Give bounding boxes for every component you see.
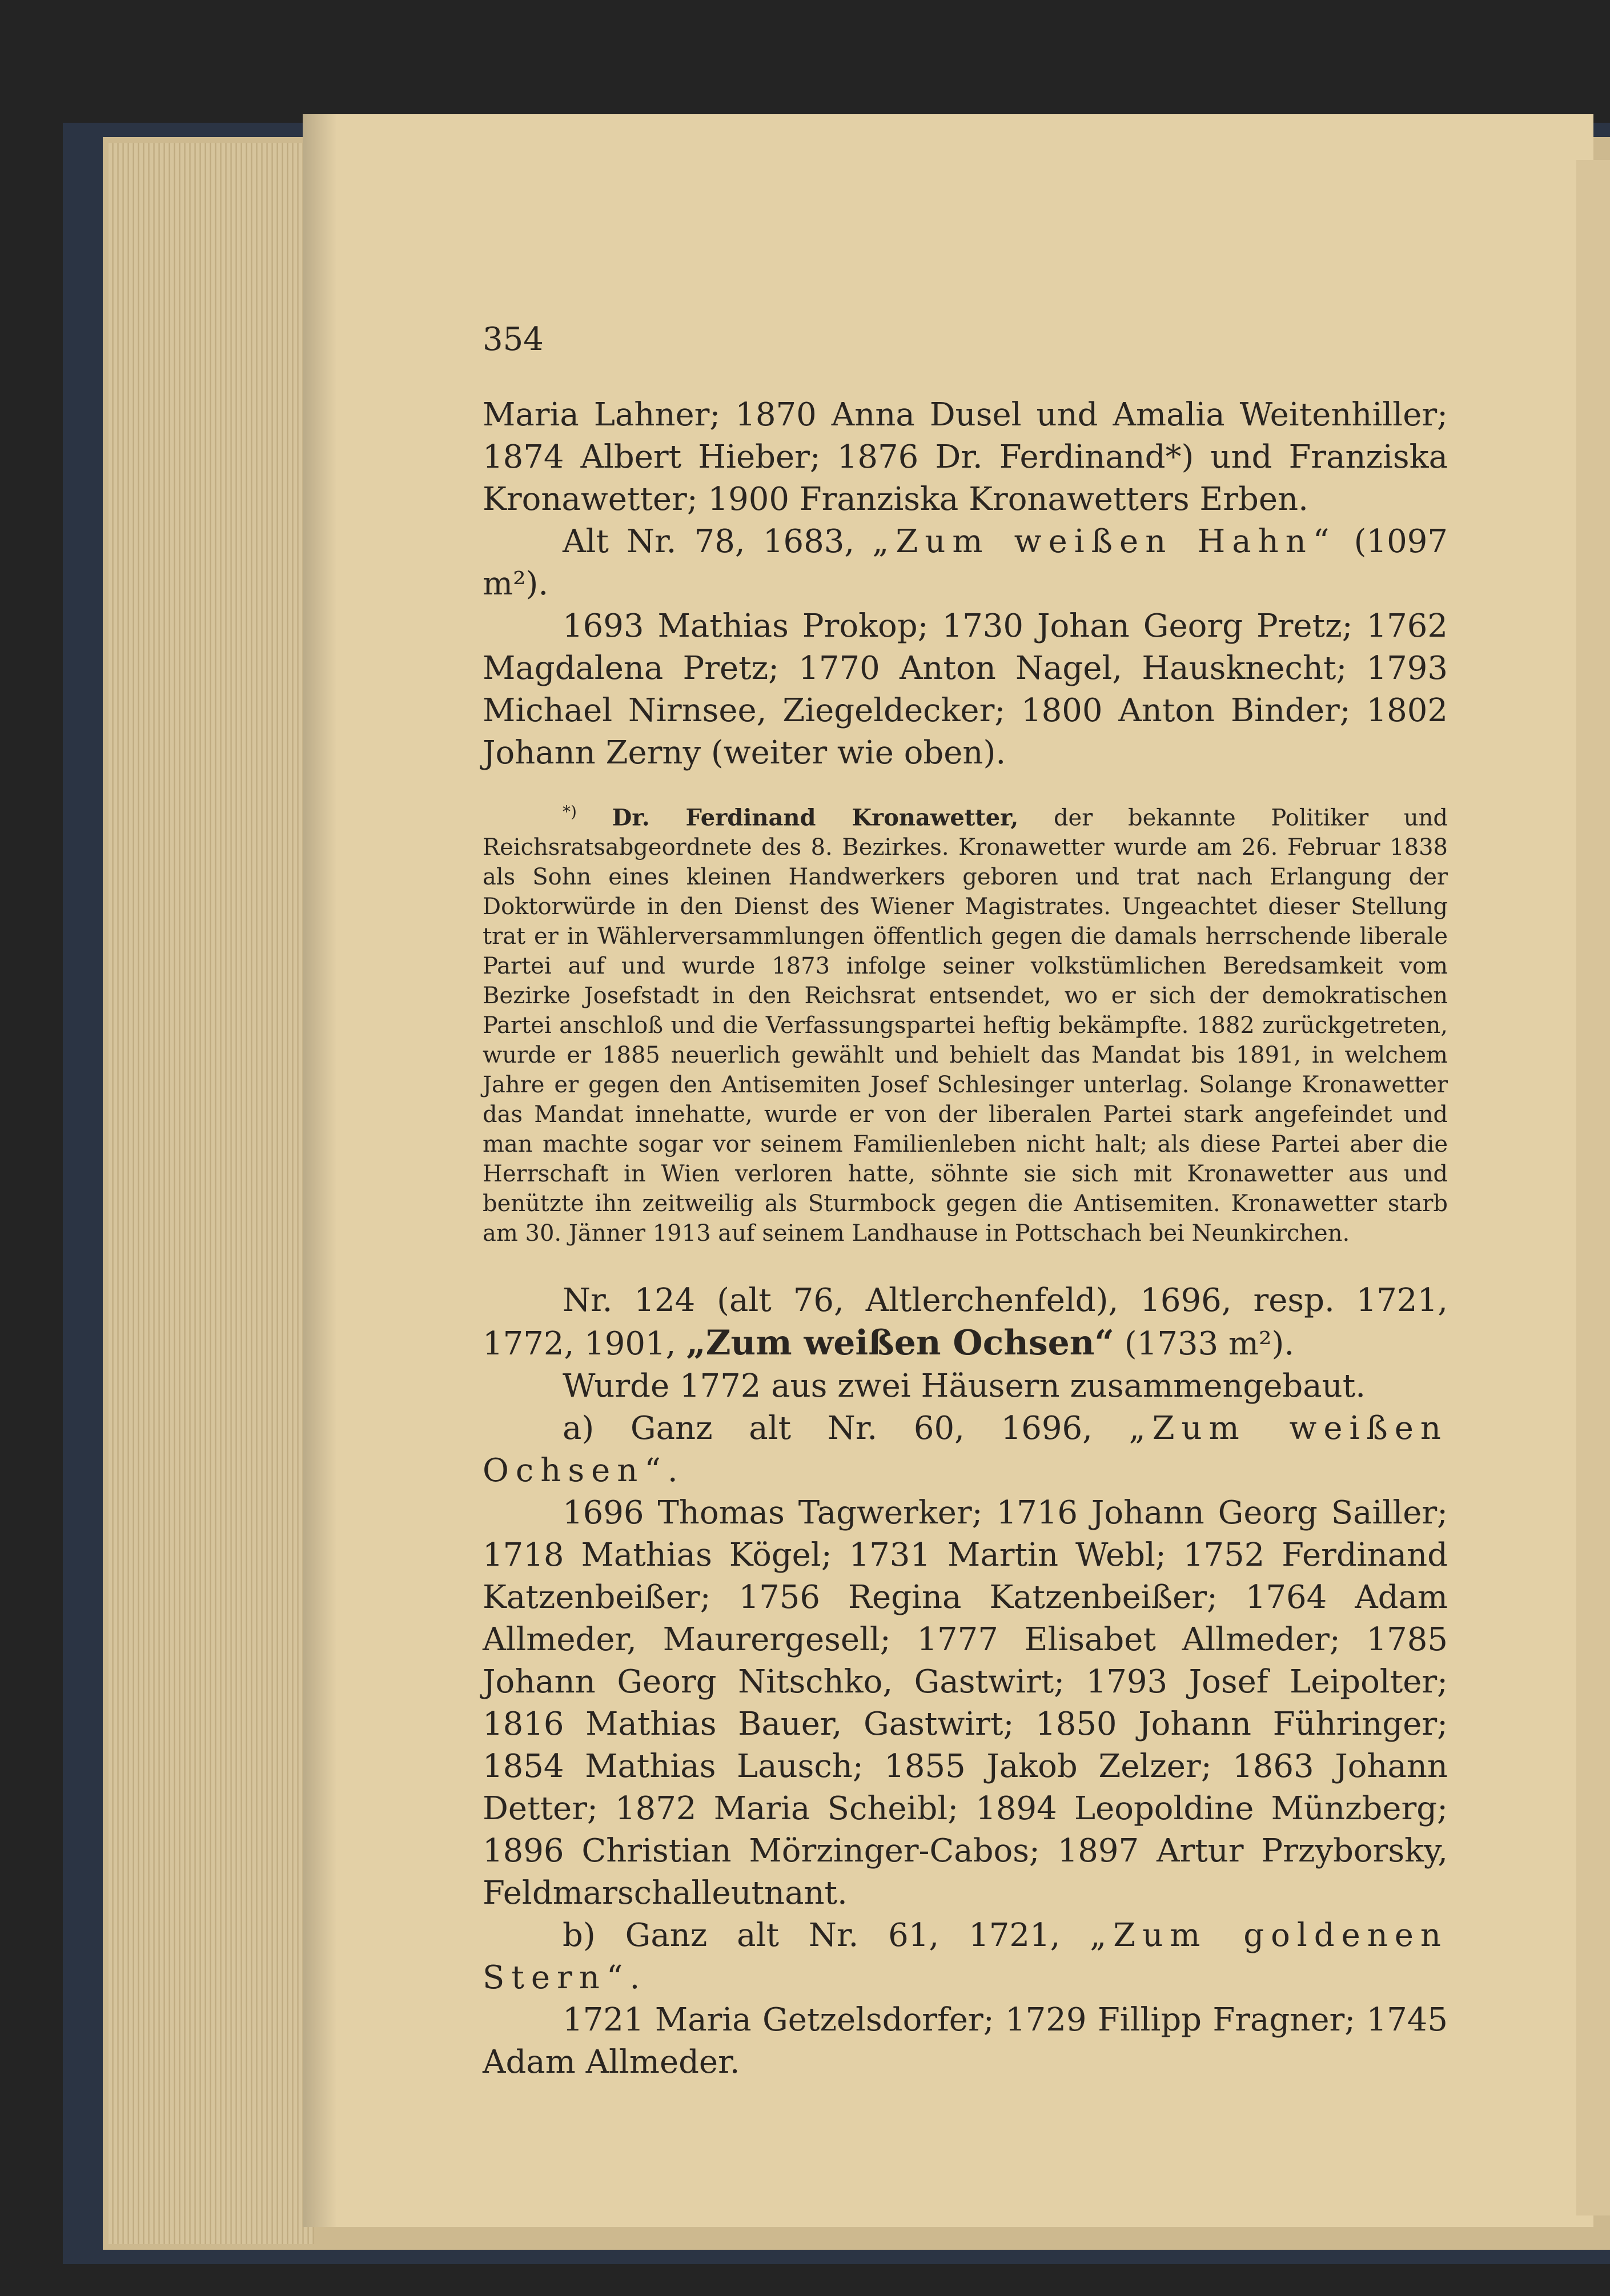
subsection-b-name: „Zum goldenen Stern“. [483, 1917, 1448, 1997]
paragraph-subsection-a [483, 1408, 1448, 1492]
footnote-mark: *) [563, 802, 577, 821]
page-number: 354 [483, 321, 544, 358]
footnote-text: der bekannte Politiker und Reichsratsabgeordnete des 8. Bezirkes. Kronawetter wurde am 26. Februar 1838 als Sohn eines kleinen Handwerkers geboren und trat nach Erlangung der Doktorwürde in den Dienst des Wiener Magistrates. Ungeachtet dieser Stellung trat er in Wählerversammlungen öffentlich gegen die damals herrschende liberale Partei auf und wurde 1873 infolge seiner volkstümlichen Beredsamkeit vom Bezirke Josefstadt in den Reichsrat entsendet, wo er sich der demokratischen Partei anschloß und die Verfassungspartei heftig bekämpfte. 1882 zurückgetreten, wurde er 1885 neuerlich gewählt und behielt das Mandat bis 1891, in welchem Jahre er gegen den Antisemiten Josef Schlesinger unterlag. Solange Kronawetter das Mandat innehatte, wurde er von der liberalen Partei stark angefeindet und man machte sogar vor seinem Familienleben nicht halt; als diese Partei aber die Herrschaft in Wien verloren hatte, söhnte sie sich mit Kronawetter aus und benützte ihn zeitweilig als Sturmbock gegen die Antisemiten. Kronawetter starb am 30. Jänner 1913 auf seinem Landhause in Pottschach bei Neunkirchen. [483, 805, 1448, 1247]
subsection-b-number: b) Ganz alt Nr. 61, 1721, [563, 1917, 1090, 1955]
house-name-ochsen: „Zum weißen Ochsen“ [686, 1323, 1114, 1364]
house-name-hahn: „Zum weißen Hahn“ [872, 523, 1336, 560]
house-area-text: (1733 m²). [1114, 1325, 1295, 1363]
paragraph-owners-hahn: 1693 Mathias Prokop; 1730 Johan Georg Pretz; 1762 Magdalena Pretz; 1770 Anton Nagel, Hausknecht; 1793 Michael Nirnsee, Ziegeldecker; 1800 Anton Binder; 1802 Johann Zerny (weiter wie oben). [483, 608, 1448, 771]
house-number-text: Nr. 124 (alt 76, Altlerchenfeld), 1696, resp. 1721, 1772, 1901, [483, 1282, 1448, 1363]
paragraph-owners-ochsen: 1696 Thomas Tagwerker; 1716 Johann Georg Sailler; 1718 Mathias Kögel; 1731 Martin Webl; 1752 Ferdinand Katzenbeißer; 1756 Regina Katzenbeißer; 1764 Adam Allmeder, Maurergesell; 1777 Elisabet Allmeder; 1785 Johann Georg Nitschko, Gastwirt; 1793 Josef Leipolter; 1816 Mathias Bauer, Gastwirt; 1850 Johann Führinger; 1854 Mathias Lausch; 1855 Jakob Zelzer; 1863 Johann Detter; 1872 Maria Scheibl; 1894 Leopoldine Münzberg; 1896 Christian Mörzinger-Cabos; 1897 Artur Przyborsky, Feldmarschalleutnant. [483, 1494, 1448, 1912]
paragraph-subsection-b [483, 1915, 1448, 1999]
gutter-shadow [303, 114, 337, 2227]
subsection-a-number: a) Ganz alt Nr. 60, 1696, [563, 1410, 1129, 1447]
footnote-name: Dr. Ferdinand Kronawetter, [612, 804, 1019, 831]
paragraph-owners-continued: Maria Lahner; 1870 Anna Dusel und Amalia Weitenhiller; 1874 Albert Hieber; 1876 Dr. Ferdinand*) und Franziska Kronawetter; 1900 Franziska Kronawetters Erben. [483, 396, 1448, 518]
paragraph-house-weisser-hahn [483, 521, 1448, 605]
page-edges [109, 143, 314, 2244]
paragraph-house-weisser-ochse [483, 1280, 1448, 1365]
text-column [483, 320, 1448, 2084]
next-page-edge [1576, 160, 1610, 2215]
footnote-kronawetter [483, 797, 1448, 1248]
paragraph-merge-note: Wurde 1772 aus zwei Häusern zusammengebaut. [563, 1368, 1366, 1405]
subsection-a-name: „Zum weißen Ochsen“. [483, 1410, 1448, 1490]
house-number-text: Alt Nr. 78, 1683, [563, 523, 873, 560]
house-area-text: (1097 m²). [483, 523, 1448, 602]
paragraph-owners-stern: 1721 Maria Getzelsdorfer; 1729 Fillipp Fragner; 1745 Adam Allmeder. [483, 2001, 1448, 2081]
